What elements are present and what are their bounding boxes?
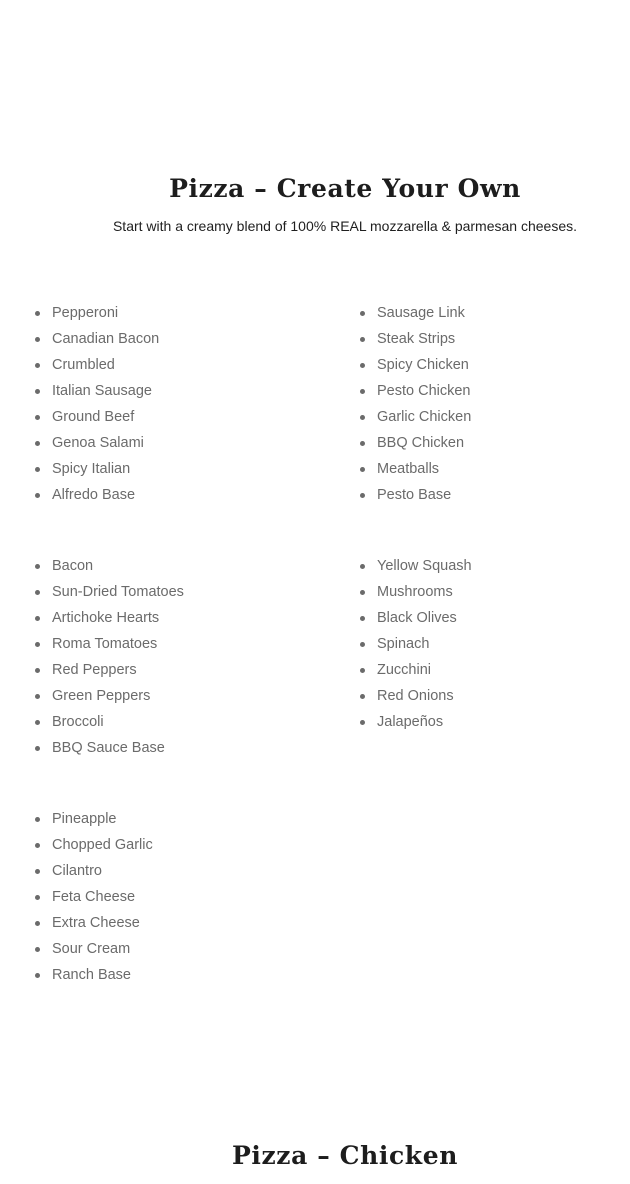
topping-item: Pesto Base: [360, 482, 471, 508]
topping-item: Bacon: [35, 553, 184, 579]
topping-item: Sausage Link: [360, 300, 471, 326]
topping-item: Black Olives: [360, 605, 472, 631]
topping-item: Extra Cheese: [35, 910, 153, 936]
topping-item: Ranch Base: [35, 962, 153, 988]
topping-item: Red Peppers: [35, 657, 184, 683]
topping-item: Genoa Salami: [35, 430, 159, 456]
topping-item: Broccoli: [35, 709, 184, 735]
topping-item: Yellow Squash: [360, 553, 472, 579]
topping-item: Jalapeños: [360, 709, 472, 735]
topping-item: Crumbled: [35, 352, 159, 378]
topping-item: Feta Cheese: [35, 884, 153, 910]
topping-item: Pepperoni: [35, 300, 159, 326]
topping-item: Mushrooms: [360, 579, 472, 605]
topping-item: Sour Cream: [35, 936, 153, 962]
section-title-chicken: Pizza – Chicken: [232, 1141, 458, 1170]
topping-list-chicken-meats: [360, 300, 471, 508]
topping-item: Ground Beef: [35, 404, 159, 430]
topping-list-veggies: [35, 553, 184, 761]
topping-item: Artichoke Hearts: [35, 605, 184, 631]
topping-item: Alfredo Base: [35, 482, 159, 508]
section-title-create-your-own: Pizza – Create Your Own: [169, 174, 521, 203]
topping-item: Green Peppers: [35, 683, 184, 709]
topping-item: Zucchini: [360, 657, 472, 683]
topping-item: Sun-Dried Tomatoes: [35, 579, 184, 605]
topping-item: Steak Strips: [360, 326, 471, 352]
topping-list-meats: [35, 300, 159, 508]
topping-item: Spicy Italian: [35, 456, 159, 482]
topping-item: Cilantro: [35, 858, 153, 884]
topping-item: Meatballs: [360, 456, 471, 482]
topping-item: Pesto Chicken: [360, 378, 471, 404]
topping-list-extras: [35, 806, 153, 988]
topping-item: Red Onions: [360, 683, 472, 709]
topping-item: Spinach: [360, 631, 472, 657]
topping-list-more-veggies: [360, 553, 472, 735]
topping-item: BBQ Sauce Base: [35, 735, 184, 761]
topping-item: BBQ Chicken: [360, 430, 471, 456]
section-subtitle: Start with a creamy blend of 100% REAL mozzarella & parmesan cheeses.: [112, 218, 578, 234]
topping-item: Canadian Bacon: [35, 326, 159, 352]
topping-item: Chopped Garlic: [35, 832, 153, 858]
topping-item: Pineapple: [35, 806, 153, 832]
topping-item: Garlic Chicken: [360, 404, 471, 430]
topping-item: Spicy Chicken: [360, 352, 471, 378]
topping-item: Roma Tomatoes: [35, 631, 184, 657]
topping-item: Italian Sausage: [35, 378, 159, 404]
